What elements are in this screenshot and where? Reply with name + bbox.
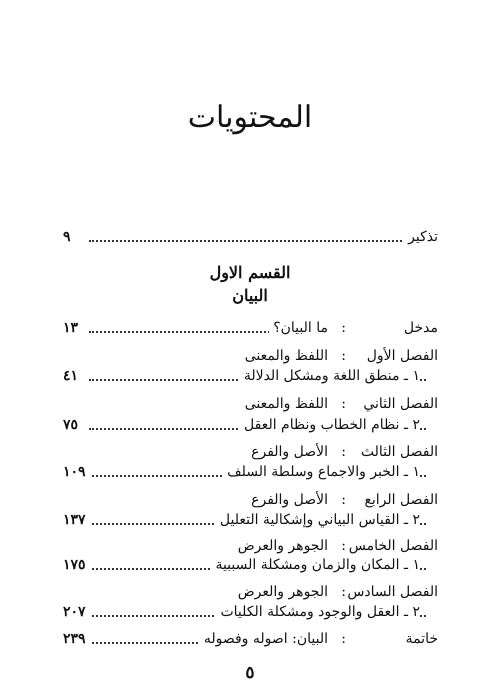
toc-entry-introduction[interactable] [63, 320, 438, 342]
entry-title: ١ ـ الخبر والاجماع وسلطة السلف [223, 464, 420, 480]
chapter-label: الفصل الثالث [360, 444, 438, 460]
chapter-heading-row [63, 584, 438, 606]
part-title: القسم الاول [209, 263, 291, 282]
page-number-footer: ٥ [245, 663, 255, 683]
page-number: ٧٥ [63, 417, 83, 433]
chapter-heading: الأصل والفرع [251, 444, 328, 460]
chapter-label: الفصل الثاني [363, 396, 438, 412]
entry-label: خاتمة [405, 631, 438, 647]
colon-separator: : [341, 320, 346, 336]
colon-separator: : [341, 444, 346, 460]
chapter-label: الفصل الرابع [364, 492, 438, 508]
entry-title: ١ ـ المكان والزمان ومشكلة السببية [211, 557, 420, 573]
part-subtitle: البيان [232, 286, 268, 305]
entry-title: ٢ ـ القياس البياني وإشكالية التعليل [216, 512, 420, 528]
chapter-heading: الجوهر والعرض [237, 538, 328, 554]
colon-separator: : [341, 631, 346, 647]
chapter-heading: الأصل والفرع [251, 492, 328, 508]
chapter-label: الفصل الخامس [348, 538, 438, 554]
chapter-heading: اللفظ والمعنى [244, 348, 328, 364]
page-number: ١٣٧ [63, 512, 91, 528]
chapter-label: الفصل السادس [347, 584, 438, 600]
chapter-label: الفصل الأول [366, 348, 438, 364]
entry-title: ٢ ـ نظام الخطاب ونظام العقل [240, 417, 420, 433]
page-number: ٢٠٧ [63, 604, 91, 620]
dot-leader [89, 331, 298, 333]
chapter-heading: الجوهر والعرض [237, 584, 328, 600]
toc-entry[interactable] [63, 368, 438, 390]
toc-entry-intro[interactable] [63, 229, 438, 251]
chapter-heading-row [63, 492, 438, 514]
colon-separator: : [341, 348, 346, 364]
chapter-heading-row [63, 444, 438, 466]
page-title: المحتويات [187, 100, 313, 135]
chapter-heading-row [63, 396, 438, 418]
entry-label: تذكير [404, 229, 438, 245]
toc-entry[interactable] [63, 464, 438, 486]
page-number: ١٣ [63, 320, 83, 336]
toc-entry[interactable] [63, 557, 438, 579]
colon-separator: : [341, 396, 346, 412]
chapter-heading: اللفظ والمعنى [244, 396, 328, 412]
page-number: ٤١ [63, 368, 83, 384]
entry-label: مدخل [403, 320, 438, 336]
entry-title: ١ ـ منطق اللغة ومشكل الدلالة [240, 368, 420, 384]
entry-title: ما البيان؟ [269, 320, 328, 336]
toc-entry-conclusion[interactable] [63, 631, 438, 653]
entry-title: ٢ ـ العقل والوجود ومشكلة الكليات [216, 604, 420, 620]
toc-entry[interactable] [63, 417, 438, 439]
colon-separator: : [341, 492, 346, 508]
page-number: ٩ [63, 229, 76, 245]
page-number: ١٧٥ [63, 557, 91, 573]
colon-separator: : [341, 584, 346, 600]
chapter-heading-row [63, 348, 438, 370]
entry-title: البيان: اصوله وفصوله [200, 631, 328, 647]
toc-entry[interactable] [63, 604, 438, 626]
page-number: ١٠٩ [63, 464, 91, 480]
page-number: ٢٣٩ [63, 631, 91, 647]
toc-entry[interactable] [63, 512, 438, 534]
dot-leader [89, 240, 426, 242]
colon-separator: : [341, 538, 346, 554]
